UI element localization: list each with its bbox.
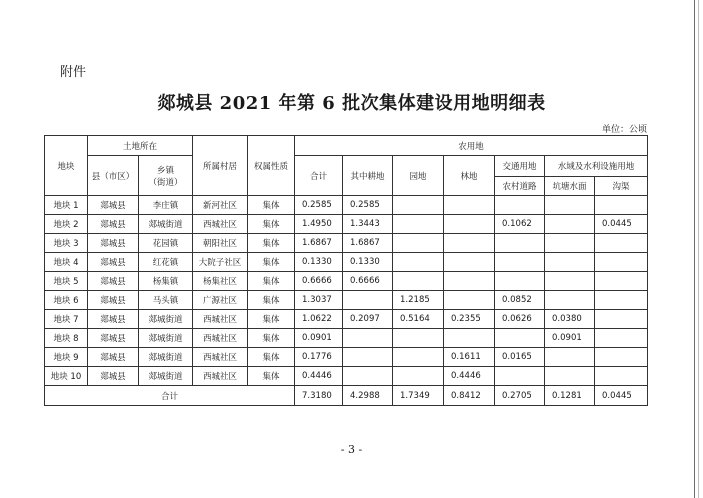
header-pond: 坑塘水面 [545,177,595,196]
cell-forest [444,215,495,234]
cell-arable [343,348,393,367]
cell-ditch: 0.0445 [595,215,648,234]
cell-total: 1.6867 [295,234,343,253]
cell-forest: 0.2355 [444,310,495,329]
land-detail-table [44,135,648,406]
cell-arable [343,291,393,310]
cell-garden [393,367,444,386]
cell-ditch [595,348,648,367]
table-row [45,329,648,348]
cell-village: 新河社区 [193,196,248,215]
table-row [45,310,648,329]
cell-forest [444,291,495,310]
cell-township: 红花镇 [139,253,193,272]
cell-township: 花园镇 [139,234,193,253]
header-water: 水域及水利设施用地 [545,156,648,177]
header-plot: 地块 [45,136,88,196]
cell-garden [393,272,444,291]
cell-ownership: 集体 [248,253,295,272]
totals-road: 0.2705 [495,386,545,406]
table-row [45,234,648,253]
cell-village: 广源社区 [193,291,248,310]
cell-ditch [595,329,648,348]
cell-ditch [595,234,648,253]
cell-ownership: 集体 [248,234,295,253]
cell-forest [444,272,495,291]
cell-county: 郯城县 [88,291,139,310]
cell-township: 郯城街道 [139,310,193,329]
totals-pond: 0.1281 [545,386,595,406]
cell-garden [393,215,444,234]
header-ownership: 权属性质 [248,136,295,196]
totals-total: 7.3180 [295,386,343,406]
cell-township: 杨集镇 [139,272,193,291]
cell-arable: 0.2585 [343,196,393,215]
header-ditch: 沟渠 [595,177,648,196]
cell-village: 西城社区 [193,329,248,348]
cell-forest [444,253,495,272]
table-row [45,272,648,291]
attachment-label: 附件 [60,65,87,80]
cell-ownership: 集体 [248,329,295,348]
cell-ditch [595,253,648,272]
cell-plot: 地块 1 [45,196,88,215]
unit-label: 单位：公顷 [601,125,647,135]
cell-township: 郯城街道 [139,329,193,348]
cell-rural-road [495,196,545,215]
cell-village: 西城社区 [193,310,248,329]
cell-total: 0.0901 [295,329,343,348]
cell-pond: 0.0901 [545,329,595,348]
table-row [45,367,648,386]
cell-arable: 0.2097 [343,310,393,329]
cell-village: 大院子社区 [193,253,248,272]
header-township: 乡镇 [157,165,175,176]
header-total: 合计 [295,156,343,196]
cell-ditch [595,272,648,291]
cell-county: 郯城县 [88,310,139,329]
cell-plot: 地块 9 [45,348,88,367]
cell-garden: 0.5164 [393,310,444,329]
cell-total: 1.4950 [295,215,343,234]
cell-forest: 0.4446 [444,367,495,386]
cell-arable: 1.3443 [343,215,393,234]
cell-rural-road: 0.1062 [495,215,545,234]
cell-ditch [595,310,648,329]
document-title: 郯城县 2021 年第 6 批次集体建设用地明细表 [157,93,546,114]
cell-village: 朝阳社区 [193,234,248,253]
cell-pond: 0.0380 [545,310,595,329]
header-township-sub: （街道） [148,177,183,188]
cell-county: 郯城县 [88,253,139,272]
cell-arable [343,329,393,348]
cell-ditch [595,291,648,310]
table-row [45,196,648,215]
cell-arable: 0.6666 [343,272,393,291]
cell-plot: 地块 7 [45,310,88,329]
table-row [45,348,648,367]
header-county: 县（市区） [88,156,139,196]
table-row [45,215,648,234]
cell-ownership: 集体 [248,310,295,329]
cell-arable: 1.6867 [343,234,393,253]
cell-plot: 地块 6 [45,291,88,310]
totals-label: 合计 [45,386,295,406]
cell-total: 0.1776 [295,348,343,367]
cell-county: 郯城县 [88,367,139,386]
cell-garden [393,348,444,367]
cell-county: 郯城县 [88,329,139,348]
cell-rural-road [495,234,545,253]
cell-plot: 地块 5 [45,272,88,291]
cell-township: 李庄镇 [139,196,193,215]
cell-ownership: 集体 [248,348,295,367]
page-number: - 3 - [340,443,363,456]
cell-rural-road: 0.0165 [495,348,545,367]
cell-arable: 0.1330 [343,253,393,272]
cell-pond [545,291,595,310]
header-agricultural: 农用地 [295,136,648,156]
cell-rural-road [495,329,545,348]
cell-township: 郯城街道 [139,367,193,386]
cell-total: 1.3037 [295,291,343,310]
cell-total: 0.6666 [295,272,343,291]
cell-plot: 地块 4 [45,253,88,272]
header-garden: 园地 [393,156,444,196]
cell-plot: 地块 10 [45,367,88,386]
cell-garden [393,329,444,348]
cell-pond [545,196,595,215]
cell-plot: 地块 3 [45,234,88,253]
header-traffic: 交通用地 [495,156,545,177]
cell-garden [393,196,444,215]
cell-rural-road [495,367,545,386]
cell-ditch [595,367,648,386]
page-edge-line [694,0,695,498]
cell-garden [393,253,444,272]
cell-total: 0.2585 [295,196,343,215]
cell-county: 郯城县 [88,348,139,367]
cell-rural-road [495,253,545,272]
header-row-2 [45,156,648,177]
data-rows [45,196,648,386]
table-row [45,291,648,310]
cell-plot: 地块 2 [45,215,88,234]
cell-village: 西城社区 [193,215,248,234]
cell-ownership: 集体 [248,291,295,310]
cell-ownership: 集体 [248,215,295,234]
cell-village: 杨集社区 [193,272,248,291]
header-land-location: 土地所在 [88,136,193,156]
header-arable: 其中耕地 [343,156,393,196]
cell-garden [393,234,444,253]
cell-township: 郯城街道 [139,348,193,367]
header-township-cell [139,156,193,196]
header-village: 所属村居 [193,136,248,196]
cell-village: 西城社区 [193,348,248,367]
cell-ownership: 集体 [248,367,295,386]
totals-arable: 4.2988 [343,386,393,406]
cell-rural-road: 0.0852 [495,291,545,310]
cell-rural-road [495,272,545,291]
cell-pond [545,215,595,234]
cell-township: 马头镇 [139,291,193,310]
cell-ditch [595,196,648,215]
header-forest: 林地 [444,156,495,196]
cell-ownership: 集体 [248,272,295,291]
cell-pond [545,348,595,367]
cell-forest: 0.1611 [444,348,495,367]
page-edge-shadow [698,0,699,498]
totals-row [45,386,648,406]
cell-forest [444,234,495,253]
cell-forest [444,196,495,215]
cell-total: 0.1330 [295,253,343,272]
cell-pond [545,253,595,272]
cell-forest [444,329,495,348]
cell-county: 郯城县 [88,215,139,234]
cell-pond [545,234,595,253]
cell-plot: 地块 8 [45,329,88,348]
totals-forest: 0.8412 [444,386,495,406]
totals-garden: 1.7349 [393,386,444,406]
cell-county: 郯城县 [88,196,139,215]
cell-village: 西城社区 [193,367,248,386]
cell-county: 郯城县 [88,234,139,253]
cell-garden: 1.2185 [393,291,444,310]
cell-county: 郯城县 [88,272,139,291]
cell-arable [343,367,393,386]
cell-ownership: 集体 [248,196,295,215]
cell-township: 郯城街道 [139,215,193,234]
totals-ditch: 0.0445 [595,386,648,406]
header-row-1 [45,136,648,156]
cell-rural-road: 0.0626 [495,310,545,329]
header-rural-road: 农村道路 [495,177,545,196]
cell-pond [545,367,595,386]
cell-total: 0.4446 [295,367,343,386]
cell-total: 1.0622 [295,310,343,329]
table-row [45,253,648,272]
cell-pond [545,272,595,291]
